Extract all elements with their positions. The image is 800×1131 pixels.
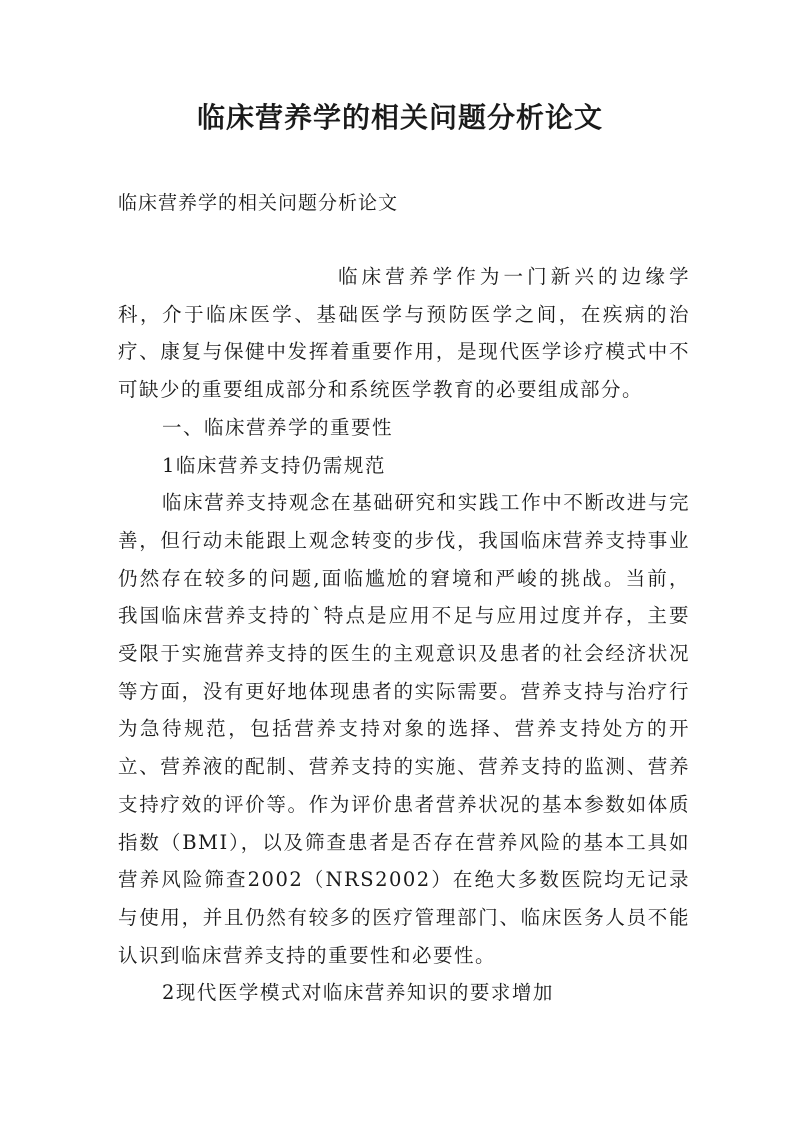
document-subtitle: 临床营养学的相关问题分析论文 bbox=[118, 192, 399, 214]
document-title: 临床营养学的相关问题分析论文 bbox=[196, 101, 603, 134]
document-body bbox=[118, 258, 690, 1012]
section-heading-importance: 一、临床营养学的重要性 bbox=[162, 415, 394, 439]
subsection-heading-2: 2现代医学模式对临床营养知识的要求增加 bbox=[162, 981, 554, 1005]
body-paragraph: 临床营养支持观念在基础研究和实践工作中不断改进与完善，但行动未能跟上观念转变的步伐，我国临床营养支持事业仍然存在较多的问题,面临尴尬的窘境和严峻的挑战。当前，我国临床营养支持的`特点是应用不足与应用过度并存，主要受限于实施营养支持的医生的主观意识及患者的社会经济状况等方面，没有更好地体现患者的实际需要。营养支持与治疗行为急待规范，包括营养支持对象的选择、营养支持处方的开立、营养液的配制、营养支持的实施、营养支持的监测、营养支持疗效的评价等。作为评价患者营养状况的基本参数如体质指数（BMI），以及筛查患者是否存在营养风险的基本工具如营养风险筛查2002（NRS2002）在绝大多数医院均无记录与使用，并且仍然有较多的医疗管理部门、临床医务人员不能认识到临床营养支持的重要性和必要性。 bbox=[118, 491, 690, 967]
subsection-heading-1: 1临床营养支持仍需规范 bbox=[162, 453, 386, 477]
intro-paragraph: 临床营养学作为一门新兴的边缘学科，介于临床医学、基础医学与预防医学之间，在疾病的治疗、康复与保健中发挥着重要作用，是现代医学诊疗模式中不可缺少的重要组成部分和系统医学教育的必要组成部分。 bbox=[118, 265, 690, 402]
